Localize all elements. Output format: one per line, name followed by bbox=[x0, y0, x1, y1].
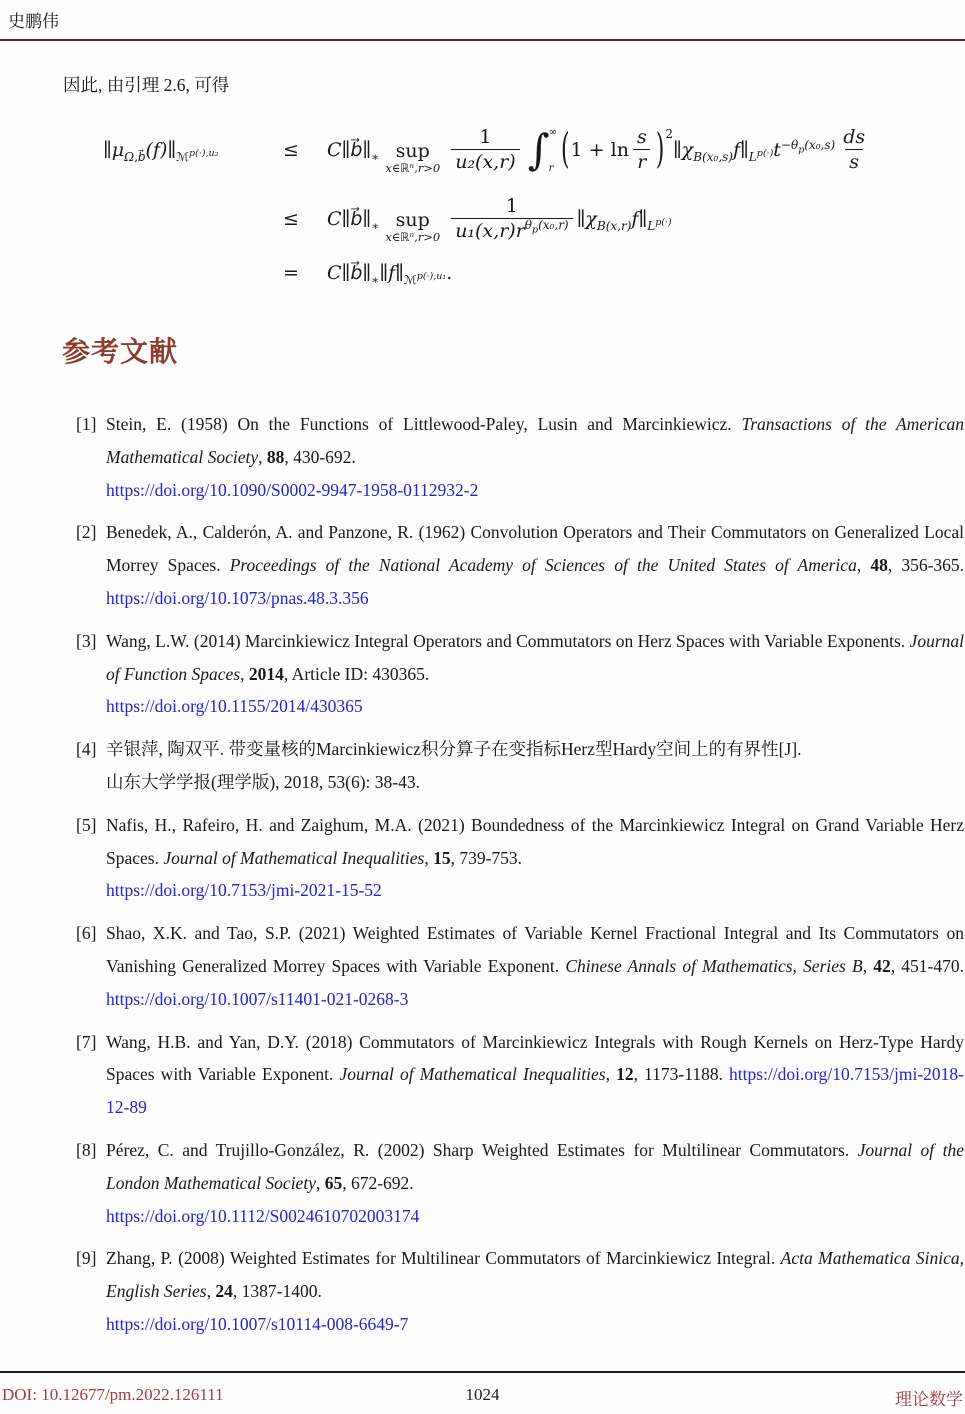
result-term: $C\parallel b⃗\parallel_∗\parallel f\parallel_{ℳ^{p(\cdot),u_1}}$. bbox=[327, 262, 453, 287]
reference-segment: 山东大学学报(理学版), 2018, 53(6): 38-43. bbox=[106, 771, 420, 792]
reference-segment: , Article ID: 430365. bbox=[283, 663, 430, 684]
reference-text bbox=[106, 917, 964, 1015]
reference-segment: Journal of Function Spaces bbox=[106, 630, 964, 684]
reference-segment: Wang, H.B. and Yan, D.Y. (2018) Commutators of Marcinkiewicz Integrals with Rough Kernels on Herz-Type Hardy Spaces with Variable Exponent. bbox=[106, 1031, 964, 1085]
reference-segment: Chinese Annals of Mathematics, Series B bbox=[565, 955, 863, 976]
journal-name: 理论数学 bbox=[895, 1390, 963, 1409]
reference-segment: , 1173-1188. bbox=[633, 1064, 730, 1085]
page-footer bbox=[0, 1381, 965, 1407]
open-paren: ( bbox=[560, 126, 570, 174]
reference-item bbox=[76, 1026, 964, 1124]
reference-item bbox=[76, 917, 964, 1015]
reference-item bbox=[76, 625, 964, 723]
reference-segment: , bbox=[424, 847, 434, 868]
constant-norm-term: $C\parallel b⃗\parallel_∗$ bbox=[327, 207, 380, 233]
reference-label: [9] bbox=[76, 1248, 97, 1269]
reference-segment: Journal of Mathematical Inequalities bbox=[163, 847, 425, 868]
doi-link[interactable]: https://doi.org/10.1090/S0002-9947-1958-0112932-2 bbox=[106, 479, 479, 500]
reference-label: [5] bbox=[76, 814, 97, 835]
reference-segment: , bbox=[862, 955, 874, 976]
reference-segment: Proceedings of the National Academy of Sciences of the United States of America bbox=[229, 555, 857, 576]
fraction: $\frac{1}{u_1(x,r)r^{\theta_p(x_0,r)}}$ bbox=[451, 195, 572, 244]
doi-link[interactable]: https://doi.org/10.1155/2014/430365 bbox=[106, 696, 363, 717]
reference-label: [2] bbox=[76, 522, 97, 543]
sup-operator: sup x∈ℝⁿ,r>0 bbox=[385, 140, 441, 176]
integral-symbol: ∫ ∞ $_r$ bbox=[527, 125, 557, 175]
reference-item bbox=[76, 1242, 964, 1340]
reference-text bbox=[106, 625, 964, 723]
norm-term: $\parallel\chi_{B(x,r)}f\parallel_{L^{p(\cdot)}}$ bbox=[576, 207, 672, 233]
reference-segment: 42 bbox=[873, 955, 891, 976]
reference-segment: 88 bbox=[266, 446, 285, 467]
reference-segment: Nafis, H., Rafeiro, H. and Zaighum, M.A. (2021) Boundedness of the Marcinkiewicz Integral on Grand Variable Herz Spaces. bbox=[106, 814, 964, 868]
display-equation bbox=[0, 112, 965, 296]
reference-segment: Journal of the London Mathematical Society bbox=[106, 1139, 965, 1193]
reference-segment: Transactions of the American Mathematical Society bbox=[106, 414, 965, 467]
reference-segment: Zhang, P. (2008) Weighted Estimates for Multilinear Commutators of Marcinkiewicz Integral. bbox=[106, 1248, 781, 1269]
reference-label: [4] bbox=[76, 739, 97, 760]
reference-text bbox=[106, 1134, 964, 1232]
reference-item bbox=[76, 516, 964, 614]
fraction: $\frac{ds}{s}$ bbox=[843, 125, 866, 173]
reference-text bbox=[106, 733, 964, 799]
constant-norm-term: $C\parallel b⃗\parallel_∗$ bbox=[327, 139, 380, 164]
close-paren: ) bbox=[655, 126, 665, 174]
references-list bbox=[76, 408, 964, 1351]
reference-segment: 48 bbox=[870, 555, 888, 576]
reference-segment: , bbox=[856, 555, 871, 576]
reference-segment: Journal of Mathematical Inequalities bbox=[339, 1064, 606, 1085]
doi-link[interactable]: https://doi.org/10.1073/pnas.48.3.356 bbox=[106, 587, 369, 608]
reference-segment: 65 bbox=[324, 1172, 343, 1193]
reference-text bbox=[106, 809, 964, 907]
header-rule bbox=[0, 39, 965, 41]
formula-line-3 bbox=[103, 250, 965, 296]
reference-segment: Pérez, C. and Trujillo-González, R. (2002) Sharp Weighted Estimates for Multilinear Commutators. bbox=[106, 1139, 858, 1160]
doi-link[interactable]: https://doi.org/10.1007/s11401-021-0268-3 bbox=[106, 988, 409, 1009]
formula-line-2 bbox=[103, 188, 965, 250]
doi-link[interactable]: https://doi.org/10.1112/S0024610702003174 bbox=[106, 1205, 420, 1226]
reference-segment: Shao, X.K. and Tao, S.P. (2021) Weighted Estimates of Variable Kernel Fractional Integral and Its Commutators on Vanishing Generalized Morrey Spaces with Variable Exponent. bbox=[106, 923, 964, 976]
references-heading: 参考文献 bbox=[62, 336, 179, 367]
reference-segment: Wang, L.W. (2014) Marcinkiewicz Integral Operators and Commutators on Herz Spaces with Variable Exponents. bbox=[106, 630, 910, 651]
intro-text: 因此, 由引理 2.6, 可得 bbox=[63, 75, 230, 95]
footer-rule bbox=[0, 1371, 965, 1373]
reference-segment: , 356-365. bbox=[887, 555, 965, 576]
formula-rhs: $C\parallel b⃗\parallel_∗$ sup x∈ℝⁿ,r>0 $\frac{1}{\text{u₂(x,r)}}$ ∫ ∞ $_r$ ( 1 + ln $\frac{s}{r}$ ) $^2$ $\parallel\chi_{B(x_0,s)}f\parallel_{L^{p(\cdot)}}t^{-\theta_p(x_0,s)}$ $\frac{ds}{s}$ bbox=[327, 125, 873, 175]
reference-segment: , 739-753. bbox=[450, 847, 523, 868]
formula-rhs bbox=[327, 195, 672, 244]
reference-item bbox=[76, 408, 964, 506]
reference-label: [3] bbox=[76, 630, 97, 651]
reference-segment: 辛银萍, 陶双平. 带变量核的Marcinkiewicz积分算子在变指标Herz型Hardy空间上的有界性[J]. bbox=[106, 739, 802, 760]
norm-term: $\parallel\chi_{B(x_0,s)}f\parallel_{L^{p(\cdot)}}t^{-\theta_p(x_0,s)}$ bbox=[672, 137, 836, 164]
relation-symbol: ≤ bbox=[283, 139, 299, 161]
fraction: $\frac{1}{\text{u₂(x,r)}}$ bbox=[451, 126, 520, 175]
sup-operator: sup x∈ℝⁿ,r>0 bbox=[385, 209, 441, 245]
reference-label: [6] bbox=[76, 923, 97, 944]
running-head-author: 史鹏伟 bbox=[8, 12, 59, 31]
reference-segment: , bbox=[240, 663, 249, 684]
reference-segment: Stein, E. (1958) On the Functions of Littlewood-Paley, Lusin and Marcinkiewicz. bbox=[106, 414, 742, 434]
doi-link[interactable]: https://doi.org/10.7153/jmi-2018-12-89 bbox=[106, 1064, 965, 1118]
reference-segment: 2014 bbox=[248, 663, 284, 684]
reference-segment: , 451-470. bbox=[890, 955, 964, 976]
doi-link[interactable]: https://doi.org/10.7153/jmi-2021-15-52 bbox=[106, 880, 382, 901]
relation-symbol: ≤ bbox=[283, 208, 299, 230]
reference-segment: , bbox=[206, 1281, 216, 1302]
fraction: $\frac{s}{r}$ bbox=[633, 126, 651, 175]
reference-label: [8] bbox=[76, 1139, 97, 1160]
reference-label: [1] bbox=[76, 414, 97, 434]
reference-segment: , 672-692. bbox=[342, 1172, 414, 1193]
reference-segment: 24 bbox=[215, 1281, 233, 1302]
doi-link[interactable]: https://doi.org/10.1007/s10114-008-6649-7 bbox=[106, 1313, 409, 1334]
reference-segment: 15 bbox=[433, 847, 451, 868]
reference-text bbox=[106, 516, 964, 614]
formula-line-1 bbox=[103, 112, 965, 188]
relation-symbol: = bbox=[283, 262, 299, 284]
page-number: 1024 bbox=[465, 1385, 500, 1404]
reference-item bbox=[76, 733, 964, 799]
reference-segment: , 430-692. bbox=[284, 446, 356, 467]
reference-segment: , 1387-1400. bbox=[232, 1281, 322, 1302]
reference-segment: Benedek, A., Calderón, A. and Panzone, R. (1962) Convolution Operators and Their Commutators on Generalized Local Morrey Spaces. bbox=[106, 522, 964, 576]
doi-text: DOI: 10.12677/pm.2022.126111 bbox=[2, 1385, 224, 1404]
reference-item bbox=[76, 1134, 964, 1232]
formula-rhs bbox=[327, 262, 453, 287]
reference-item bbox=[76, 809, 964, 907]
reference-segment: 12 bbox=[616, 1064, 634, 1085]
reference-segment: , bbox=[605, 1064, 617, 1085]
reference-label: [7] bbox=[76, 1031, 97, 1052]
formula-lhs: $\parallel\mu_{\Omega,b⃗}(f)\parallel_{ℳ^{p(\cdot),u_2}}$ bbox=[103, 139, 219, 164]
reference-text bbox=[106, 1242, 964, 1340]
reference-segment: Acta Mathematica Sinica, English Series bbox=[106, 1248, 964, 1302]
reference-segment: , bbox=[315, 1172, 325, 1193]
reference-segment: , bbox=[258, 446, 267, 467]
reference-text bbox=[106, 408, 964, 506]
reference-text bbox=[106, 1026, 964, 1124]
log-term: 1 + ln bbox=[570, 139, 629, 161]
